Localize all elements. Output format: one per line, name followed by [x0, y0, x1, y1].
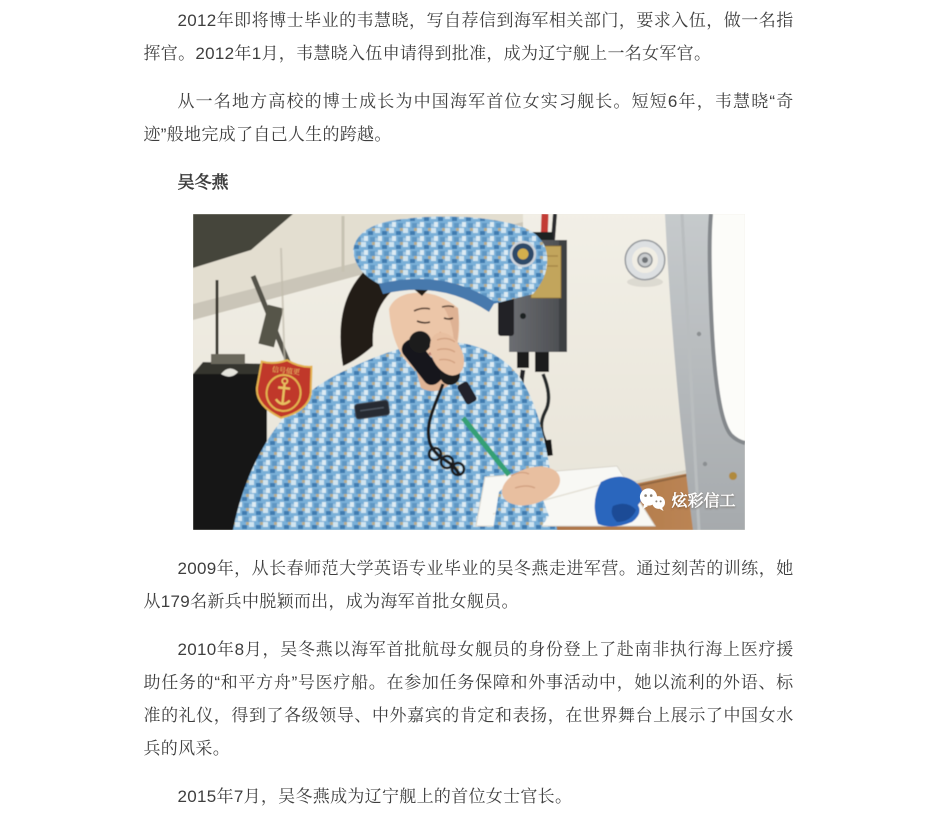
paragraph-2: 从一名地方高校的博士成长为中国海军首位女实习舰长。短短6年，韦慧晓“奇迹”般地完成了自己人生的跨越。 [143, 92, 794, 144]
watermark-label: 炫彩信工 [671, 493, 736, 510]
article-photo [193, 214, 745, 530]
paragraph-1: 2012年即将博士毕业的韦慧晓，写自荐信到海军相关部门，要求入伍，做一名指挥官。2012年1月，韦慧晓入伍申请得到批准，成为辽宁舰上一名女军官。 [143, 11, 794, 63]
sleeve-patch-label: 信号值更 [271, 366, 300, 377]
cap-badge-icon [511, 242, 535, 266]
wechat-icon [639, 488, 666, 511]
paragraph-5: 2015年7月，吴冬燕成为辽宁舰上的首位女士官长。 [177, 787, 573, 806]
article-body [144, 0, 794, 813]
paragraph-3: 2009年，从长春师范大学英语专业毕业的吴冬燕走进军营。通过刻苦的训练，她从179名新兵中脱颖而出，成为海军首批女舰员。 [143, 559, 794, 611]
photo-watermark [639, 488, 736, 511]
section-heading: 吴冬燕 [177, 173, 229, 192]
photo-scene [193, 214, 745, 530]
paragraph-4: 2010年8月，吴冬燕以海军首批航母女舰员的身份登上了赴南非执行海上医疗援助任务的“和平方舟”号医疗船。在参加任务保障和外事活动中，她以流利的外语、标准的礼仪，得到了各级领导、中外嘉宾的肯定和表扬，在世界舞台上展示了中国女水兵的风采。 [143, 640, 794, 758]
